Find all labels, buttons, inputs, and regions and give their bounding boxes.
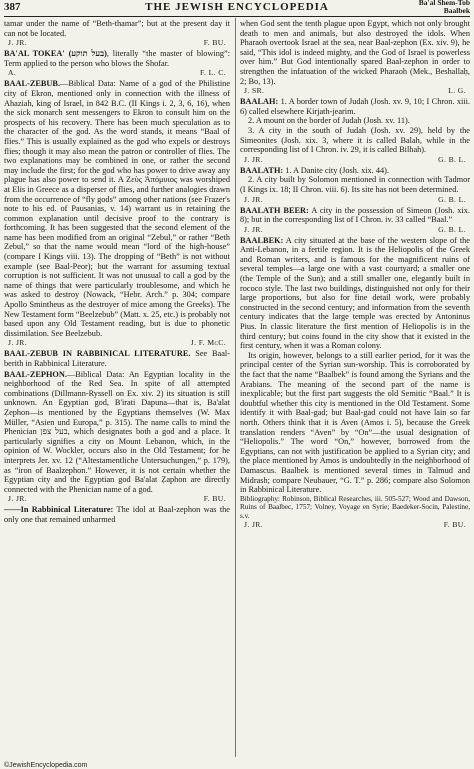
- signature-initials-left: J. JR.: [244, 194, 264, 204]
- running-head-bottom: Baalbek: [443, 6, 470, 15]
- entry-headword: BAALATH:: [240, 165, 284, 175]
- signature-initials-left: J. JR.: [244, 519, 264, 529]
- entry-opening-paragraph: when God sent the tenth plague upon Egypt, which not only brought death to men and animals, but also destroyed the idols. When Pharaoh overtook Israel at the sea, near Baal-zephon (Ex. xiv. 9), he said, “This idol is indeed mighty, and the God of Israel is powerless over him.” But God intentionally spared Baal-zephon in order to strengthen the infatuation of the wicked Pharaoh (Mek., Beshallaḥ, 2; Bo, 13).: [240, 19, 470, 86]
- author-signature: [8, 38, 226, 47]
- entry-headword: ——In Rabbinical Literature:: [4, 505, 114, 515]
- entry-paragraph: 2. A city built by Solomon mentioned in connection with Tadmor (I Kings ix. 18; II Chron. viii. 6). Its site has not been determined.: [240, 175, 470, 194]
- page-number: 387: [4, 1, 21, 13]
- running-head: [419, 0, 470, 15]
- author-signature: [8, 338, 226, 347]
- entry-headword: BAAL-ZEPHON.: [4, 369, 67, 379]
- entry-opening-paragraph: BAALAH: 1. A border town of Judah (Josh. xv. 9, 10; I Chron. xiii. 6) called elsewhere Kirjath-jearim.: [240, 97, 470, 116]
- entry-headword: BAAL-ZEBUB IN RABBINICAL LITERATURE.: [4, 349, 191, 359]
- entry-opening-paragraph: BAAL-ZEBUB IN RABBINICAL LITERATURE. See Baal-berith in Rabbinical Literature.: [4, 349, 230, 368]
- article-entry: [240, 166, 470, 204]
- article-entry: [240, 206, 470, 234]
- entry-paragraph: 3. A city in the south of Judah (Josh. xv. 29), held by the Simeonites (Josh. xix. 3, where it is called Balah, while in the corresponding list of I Chron. iv. 29, it is called Bilhah).: [240, 125, 470, 155]
- entry-headword: BAALBEK:: [240, 235, 284, 245]
- article-entry: [4, 370, 230, 504]
- author-signature: [8, 494, 226, 503]
- signature-initials-left: J. SR.: [244, 86, 265, 96]
- entry-headword: BAALAH:: [240, 97, 279, 107]
- signature-initials-right: F. L. C.: [199, 68, 226, 78]
- article-entry: [240, 19, 470, 95]
- source-watermark: ©JewishEncyclopedia.com: [4, 762, 88, 769]
- entry-opening-paragraph: tamar under the name of “Beth-thamar”; but at the present day it can not be located.: [4, 19, 230, 38]
- signature-initials-left: J. JR.: [8, 38, 28, 48]
- entry-opening-paragraph: BAAL-ZEPHON.—Biblical Data: An Egyptian locality in the neighborhood of the Red Sea. In spite of all attempted combinations (Dillmann-Ryssell on Ex. xiv. 2) its situation is still unknown. An Egyptian god, B'irati Dapuna—that is, Ba'alat Ẓephon—is mentioned by the Egyptians themselves (W. Max Müller, “Asien und Europa,” p. 315). The name calls to mind the Phenician בעל צפן, which designates both a god and a place. It particularly signifies a city on Mount Lebanon, which, in the opinion of W. Wockler, occurs also in the Old Testament; for he interprets Jer. xv. 12 (“Altestamentliche Untersuchungen,” p. 179), as “iron of Baalzephon.” However, it is not certain whether the Egyptian city and the Egyptian god Ba'alat Ẓaphon are directly connected with the Phenician name of a god.: [4, 369, 230, 494]
- bibliography: Bibliography: Robinson, Biblical Researches, iii. 505-527; Wood and Dawson, Ruins of Baalbec, 1757; Volney, Voyage en Syrie; Baedeker-Socin, Palestine, s.v.: [240, 494, 470, 520]
- author-signature: [244, 155, 466, 164]
- signature-initials-right: G. B. L.: [438, 224, 466, 234]
- page-title: THE JEWISH ENCYCLOPEDIA: [145, 1, 329, 13]
- author-signature: [244, 195, 466, 204]
- author-signature: [244, 520, 466, 529]
- article-entry: [4, 49, 230, 77]
- signature-initials-left: J. JR.: [244, 224, 264, 234]
- entry-headword: BAAL-ZEBUB.: [4, 79, 61, 89]
- signature-initials-right: F. BU.: [443, 519, 466, 529]
- right-column: [240, 19, 470, 759]
- signature-initials-left: J. JR.: [8, 338, 28, 348]
- signature-initials-right: G. B. L.: [438, 154, 466, 164]
- article-entry: [4, 505, 230, 524]
- column-divider: [235, 18, 236, 757]
- signature-initials-left: J. JR.: [8, 494, 28, 504]
- entry-opening-paragraph: BAALBEK: A city situated at the base of the western slope of the Anti-Lebanon, in a fertile region. It is the Heliopolis of the Greek and Roman writers, and is famous for the magnificent ruins of several temples—a large one with a vast courtyard; a smaller one (the Temple of the Sun); and a still smaller one, elegantly built in rococo style. The last two buildings, distinguished not only for their large proportions, but also for fine detail work, were probably constructed in the second century; and information from the seventh century indicates that the large temple was erected by Antoninus Pius. In classic literature the first mention of Heliopolis is in the third century; but coins found in the city show that it existed in the first century, when it was a Roman colony.: [240, 235, 470, 351]
- entry-opening-paragraph: BAAL-ZEBUB.—Biblical Data: Name of a god of the Philistine city of Ekron, mentioned only in connection with the illness of Ahaziah, king of Israel, in 842 B.C. (II Kings i. 2, 3, 6, 16), when the sick monarch sent messengers to Ekron to consult him on the prospects of his recovery. There has been much speculation as to the character of the god. As the word stands, it means “Baal of flies.” This is usually explained as the god who expels or destroys flies; though it may also mean the patron or controller of flies. The two explanations may be combined in one, or rather the second may include the first; for the god who has power to drive away any plague has also power to send it. A Ζεὺς Ἀπόμυιος was worshiped at Elis in Greece as a disperser of flies, and further analogies drawn from the occurrence of “fly gods” among other nations (see Frazer's note to his ed. of Pausanias, v. 14) warrant us in retaining the common explanation until decisive proof to the contrary is forthcoming. It has been suggested that the second element of the name has been modified from an original “Zebul,” or rather “Beth Zebul,” so that the name would mean “lord of the high-house” (compare I Kings viii. 13). The dropping of “Beth” is not without example (see Baal-Peor); but the warrant for assuming textual corruption is not sufficient. It was not unusual to call a god by the name of things that were particularly troublesome, and which he was asked to destroy (Nowack, “Hebr. Arch.” p. 304; compare Apollo Smintheus as the destroyer of mice among the Greeks). The New Testament form “Beelzebub” (Matt. x. 25, etc.) is probably not based upon any Old Testament reading, but is due to phonetic dissimilation. See Beelzebub.: [4, 79, 230, 338]
- signature-initials-left: J. JR.: [244, 154, 264, 164]
- entry-headword: BAALATH BEER:: [240, 205, 309, 215]
- article-entry: [240, 97, 470, 164]
- signature-initials-right: F. BU.: [203, 38, 226, 48]
- entry-opening-paragraph: ——In Rabbinical Literature: The idol at Baal-zephon was the only one that remained unharmed: [4, 505, 230, 524]
- entry-opening-paragraph: BA'AL TOKEA' (בעל תוקע), literally “the master of blowing”: Term applied to the person who blows the Shofar.: [4, 49, 230, 68]
- left-column: [4, 19, 230, 759]
- signature-initials-right: F. BU.: [203, 494, 226, 504]
- signature-initials-right: J. F. McC.: [190, 338, 226, 348]
- signature-initials-right: L. G.: [448, 86, 466, 96]
- article-entry: [4, 349, 230, 368]
- signature-initials-left: A.: [8, 68, 17, 78]
- entry-paragraph: 2. A mount on the border of Judah (Josh. xv. 11).: [248, 116, 410, 126]
- article-entry: [240, 236, 470, 529]
- article-entry: [4, 19, 230, 47]
- author-signature: [8, 68, 226, 77]
- page-header: [4, 0, 470, 17]
- author-signature: [244, 86, 466, 95]
- article-entry: [4, 79, 230, 347]
- running-head-top: Ba'al Shem-Tob: [418, 0, 470, 7]
- author-signature: [244, 225, 466, 234]
- entry-opening-paragraph: BAALATH: 1. A Danite city (Josh. xix. 44).: [240, 165, 389, 175]
- entry-paragraph: Its origin, however, belongs to a still earlier period, for it was the principal center of the Syrian sun-worship. This is corroborated by the fact that the name “Baalbek” is found among the Syrians and the Arabians. The meaning of the second part of the name is inexplicable; but the first part suggests the old Semitic “Baal.” It is doubtful whether this city is mentioned in the Old Testament. Some identify it with Baal-gad; but Baal-gad could not have lain so far north. Others think that it is Aven (Amos i. 5), because the Greek translation renders “Aven” by “On”—the usual designation of “Heliopolis.” The word “On,” however, borrowed from the Egyptians, can not with justification be applied to a Syrian city; and the place mentioned by Amos is undoubtedly in the neighborhood of Damascus. Baalbek is mentioned several times in Talmud and Midrash; compare Neubauer, “G. T.” p. 286; compare also Solomon in Rabbinical Literature.: [240, 350, 470, 495]
- signature-initials-right: G. B. L.: [438, 194, 466, 204]
- entry-headword: BA'AL TOKEA' (בעל תוקע): [4, 49, 107, 59]
- entry-opening-paragraph: BAALATH BEER: A city in the possession of Simeon (Josh. xix. 8); but in the corresponding list of I Chron. iv. 33 called “Baal.”: [240, 205, 470, 225]
